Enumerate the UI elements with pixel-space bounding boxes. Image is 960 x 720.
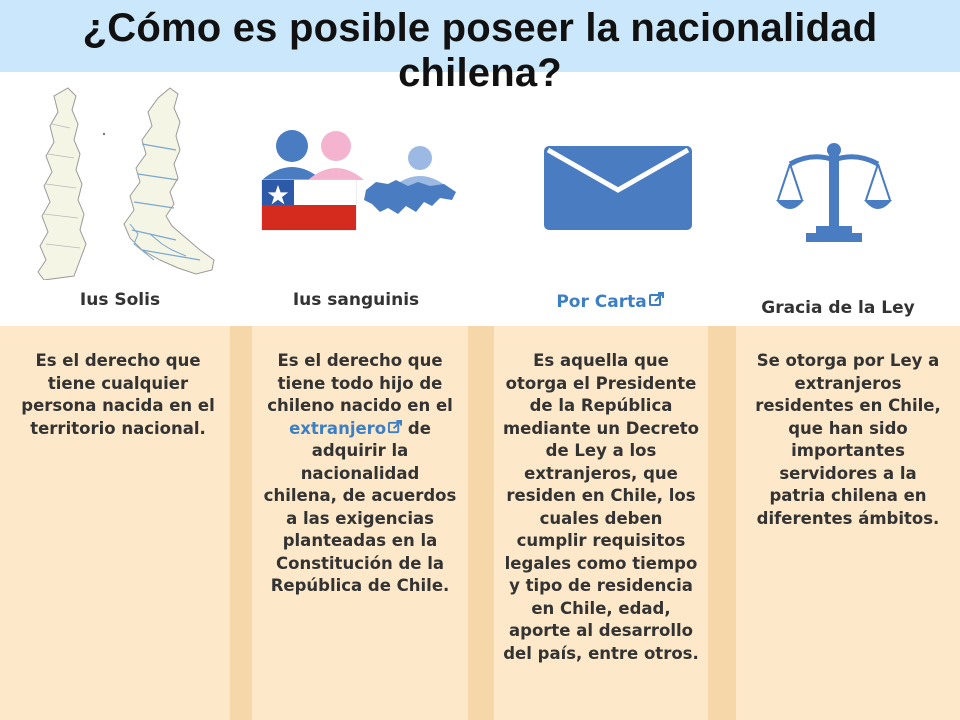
- column-title-ius-solis: Ius Solis: [79, 290, 161, 310]
- card-text: Es aquella que otorga el Presidente de la República mediante un Decreto de Ley a los extranjeros, que residen en Chile, los cuales deben cumplir requisitos legales como tiempo y tipo de residencia en Chile, edad, aporte al desarrollo del país, entre otros.: [502, 351, 699, 663]
- card-ius-solis: [0, 326, 230, 720]
- column-title-gracia-de-la-ley: Gracia de la Ley: [761, 298, 915, 318]
- card-text-before: Es el derecho que tiene todo hijo de chileno nacido en el: [267, 351, 453, 415]
- family-flag-world-icon: [260, 128, 460, 232]
- extranjero-link[interactable]: [289, 419, 402, 438]
- card-text: Es el derecho que tiene cualquier persona nacida en el territorio nacional.: [21, 351, 215, 438]
- card-ius-sanguinis: [252, 326, 468, 720]
- column-title-ius-sanguinis: Ius sanguinis: [292, 290, 420, 310]
- card-text-after: de adquirir la nacionalidad chilena, de acuerdos a las exigencias planteadas en la Constitución de la República de Chile.: [263, 418, 457, 595]
- column-title-por-carta-link[interactable]: [510, 292, 710, 312]
- external-link-icon: [388, 420, 402, 434]
- envelope-icon: [544, 146, 692, 230]
- justice-scale-icon: [776, 142, 892, 244]
- card-text: [262, 350, 458, 598]
- external-link-icon: [649, 292, 664, 307]
- column-title-por-carta: Por Carta: [556, 292, 647, 312]
- card-por-carta: [494, 326, 708, 720]
- card-gracia-de-la-ley: [736, 326, 960, 720]
- page-title: ¿Cómo es posible poseer la nacionalidad chilena?: [82, 6, 878, 95]
- chile-map-icon: [30, 84, 220, 280]
- extranjero-link-label: extranjero: [289, 418, 387, 438]
- card-text: Se otorga por Ley a extranjeros residentes en Chile, que han sido importantes servidores a la patria chilena en diferentes ámbitos.: [755, 351, 941, 528]
